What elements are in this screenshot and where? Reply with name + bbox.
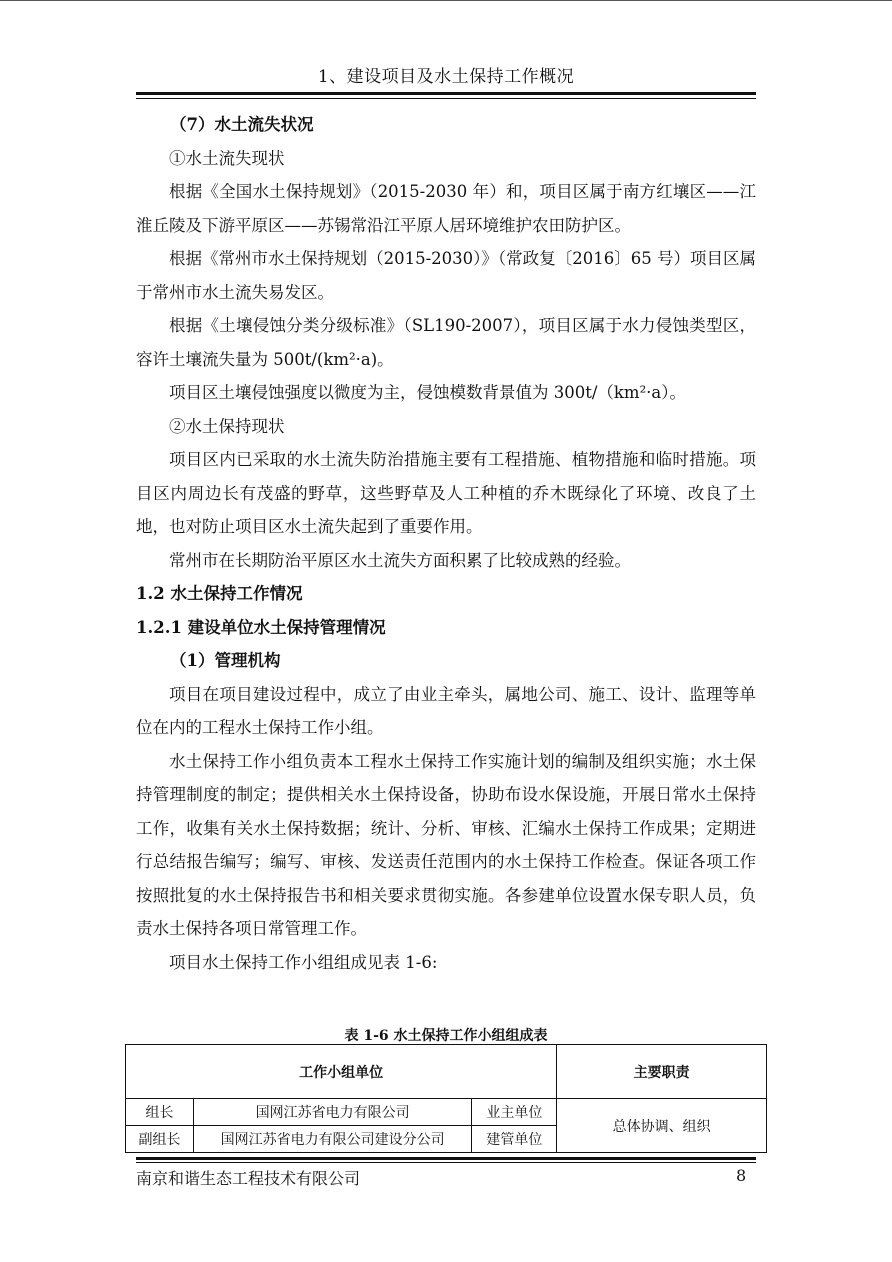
header-rule-thick xyxy=(136,92,756,95)
running-header-title: 1、建设项目及水土保持工作概况 xyxy=(317,67,575,87)
paragraph-measures: 项目区内已采取的水土流失防治措施主要有工程措施、植物措施和临时措施。项目区内周边长有茂盛的野草，这些野草及人工种植的乔木既绿化了环境、改良了土地，也对防止项目区水土流失起到了重要作用。 xyxy=(136,450,756,536)
footer-company-name: 南京和谐生态工程技术有限公司 xyxy=(136,1169,361,1188)
page-number: 8 xyxy=(736,1166,747,1185)
table-cell-duty: 总体协调、组织 xyxy=(557,1099,767,1153)
paragraph-experience: 常州市在长期防治平原区水土流失方面积累了比较成熟的经验。 xyxy=(169,550,631,570)
header-rule-thin xyxy=(136,98,756,99)
working-group-table xyxy=(125,1044,767,1153)
paragraph-changzhou-plan: 根据《常州市水土保持规划（2015-2030）》（常政复〔2016〕65 号）项目区属于常州市水土流失易发区。 xyxy=(136,249,756,302)
section-heading-1-2-1: 1.2.1 建设单位水土保持管理情况 xyxy=(136,617,386,637)
table-cell-type: 业主单位 xyxy=(472,1099,557,1126)
subsection-heading-soil-erosion: （7）水土流失状况 xyxy=(170,115,314,134)
table-row xyxy=(126,1099,767,1126)
table-header-unit: 工作小组单位 xyxy=(126,1045,557,1099)
table-cell-role: 组长 xyxy=(126,1099,194,1126)
paragraph-table-reference: 项目水土保持工作小组组成见表 1-6: xyxy=(169,952,438,972)
paragraph-working-group: 项目在项目建设过程中，成立了由业主牵头，属地公司、施工、设计、监理等单位在内的工程水土保持工作小组。 xyxy=(136,684,756,737)
table-header-row xyxy=(126,1045,767,1099)
section-heading-1-2: 1.2 水土保持工作情况 xyxy=(136,584,303,603)
table-cell-org: 国网江苏省电力有限公司建设分公司 xyxy=(193,1126,472,1153)
item-heading-current-status: ①水土流失现状 xyxy=(169,148,285,168)
table-cell-org: 国网江苏省电力有限公司 xyxy=(193,1099,472,1126)
footer-rule-thin xyxy=(136,1162,756,1163)
item-heading-conservation-status: ②水土保持现状 xyxy=(169,416,285,436)
table-header-duty: 主要职责 xyxy=(557,1045,767,1099)
page-top-border xyxy=(0,0,892,1)
paragraph-erosion-intensity: 项目区土壤侵蚀强度以微度为主，侵蚀模数背景值为 300t/（km²·a）。 xyxy=(169,383,687,402)
table-caption: 表 1-6 水土保持工作小组组成表 xyxy=(344,1028,548,1044)
table-cell-role: 副组长 xyxy=(126,1126,194,1153)
footer-rule-thick xyxy=(136,1157,756,1160)
table-cell-type: 建管单位 xyxy=(472,1126,557,1153)
subsection-heading-organization: （1）管理机构 xyxy=(170,651,281,670)
paragraph-national-plan: 根据《全国水土保持规划》（2015-2030 年）和，项目区属于南方红壤区——江淮丘陵及下游平原区——苏锡常沿江平原人居环境维护农田防护区。 xyxy=(136,182,756,235)
page-body xyxy=(136,108,756,979)
paragraph-classification-standard: 根据《土壤侵蚀分类分级标准》（SL190-2007），项目区属于水力侵蚀类型区，容许土壤流失量为 500t/(km²·a)。 xyxy=(136,316,756,369)
paragraph-group-duties: 水土保持工作小组负责本工程水土保持工作实施计划的编制及组织实施；水土保持管理制度的制定；提供相关水土保持设备，协助布设水保设施，开展日常水土保持工作，收集有关水土保持数据；统计、分析、审核、汇编水土保持工作成果；定期进行总结报告编写；编写、审核、发送责任范围内的水土保持工作检查。保证各项工作按照批复的水土保持报告书和相关要求贯彻实施。各参建单位设置水保专职人员，负责水土保持各项日常管理工作。 xyxy=(136,751,756,938)
